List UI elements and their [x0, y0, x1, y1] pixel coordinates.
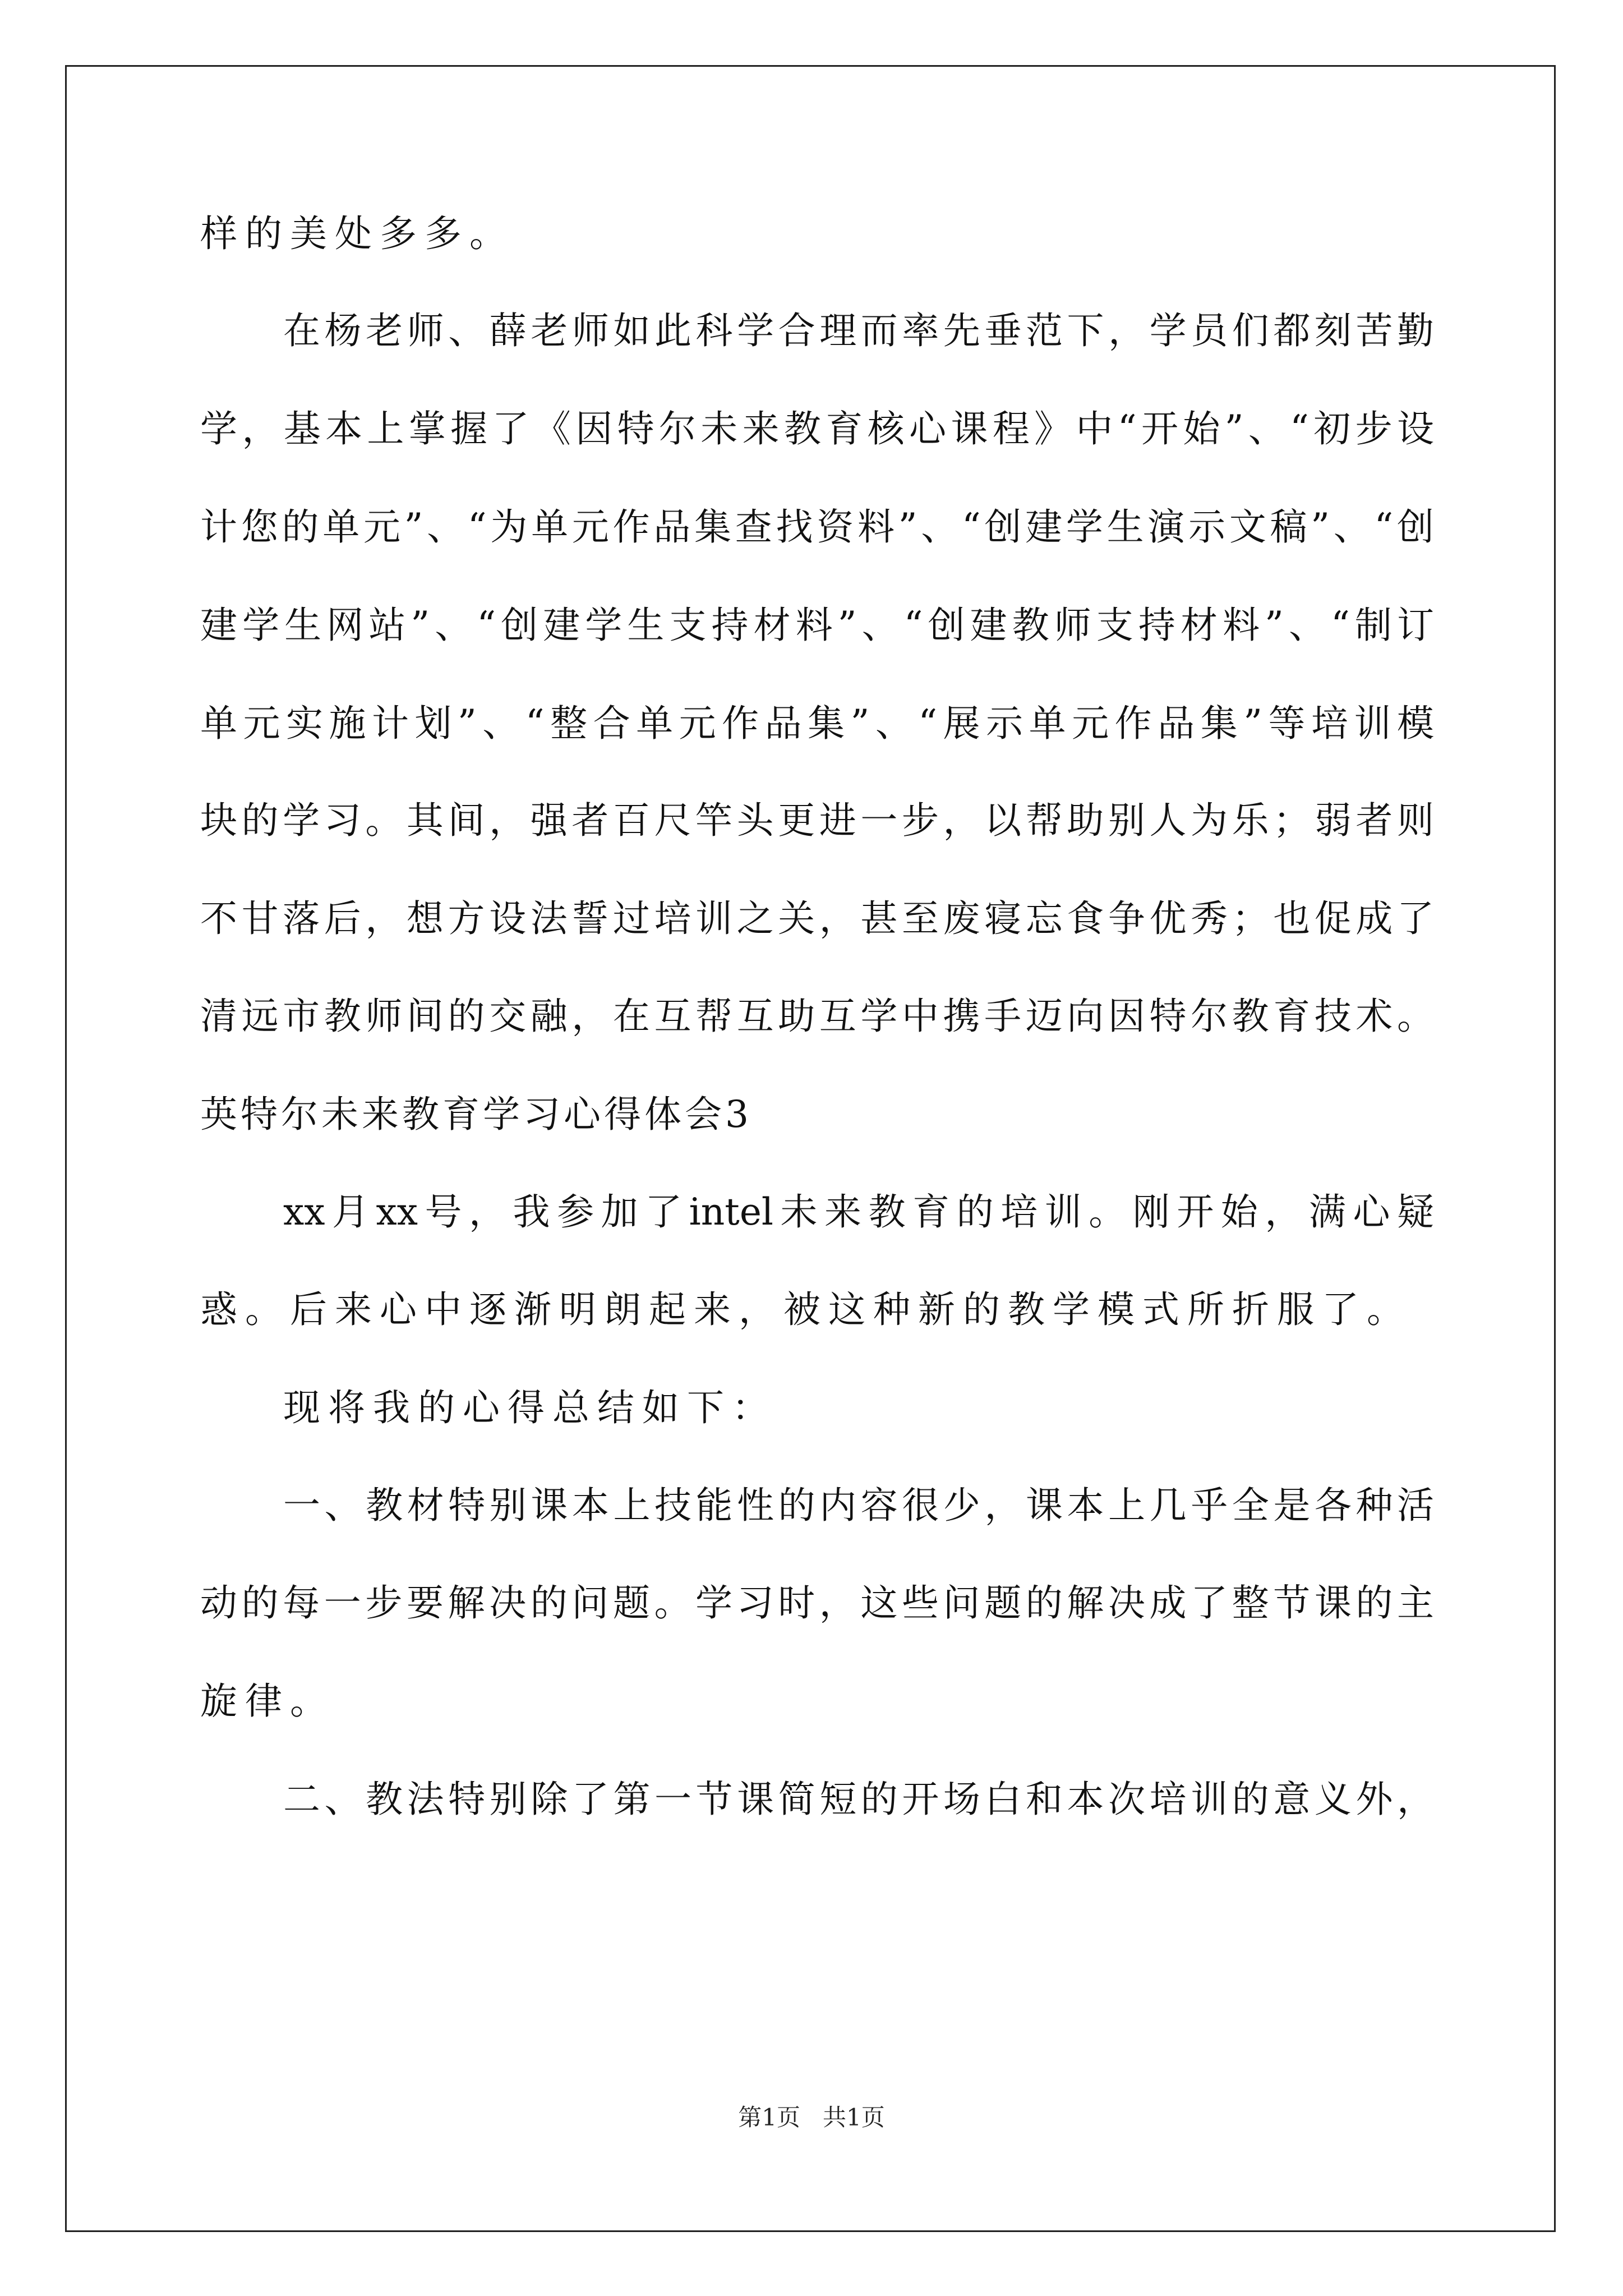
body-line-15: 动的每一步要解决的问题。学习时，这些问题的解决成了整节课的主: [200, 1581, 1434, 1625]
body-line-2: 在杨老师、薛老师如此科学合理而率先垂范下，学员们都刻苦勤: [283, 309, 1434, 352]
page-border: [65, 65, 1556, 2232]
body-line-16: 旋律。: [200, 1680, 335, 1723]
body-line-6: 单元实施计划”、“整合单元作品集”、“展示单元作品集”等培训模: [200, 702, 1434, 745]
body-line-4: 计您的单元”、“为单元作品集查找资料”、“创建学生演示文稿”、“创: [200, 505, 1434, 549]
body-line-11: xx月xx号，我参加了intel未来教育的培训。刚开始，满心疑: [283, 1190, 1434, 1234]
body-line-3: 学，基本上掌握了《因特尔未来教育核心课程》中“开始”、“初步设: [200, 407, 1434, 450]
body-line-1: 样的美处多多。: [200, 212, 514, 255]
section-heading: 英特尔未来教育学习心得体会3: [200, 1093, 752, 1136]
body-line-9: 清远市教师间的交融，在互帮互助互学中携手迈向因特尔教育技术。: [200, 995, 1434, 1038]
body-line-17: 二、教法特别除了第一节课简短的开场白和本次培训的意义外，: [283, 1778, 1434, 1821]
body-line-8: 不甘落后，想方设法誓过培训之关，甚至废寝忘食争优秀；也促成了: [200, 897, 1434, 940]
body-line-13: 现将我的心得总结如下：: [283, 1386, 777, 1429]
body-line-12: 惑。后来心中逐渐明朗起来，被这种新的教学模式所折服了。: [200, 1288, 1412, 1331]
page-number-footer: 第1页 共1页: [738, 2104, 885, 2131]
body-line-5: 建学生网站”、“创建学生支持材料”、“创建教师支持材料”、“制订: [200, 604, 1434, 647]
body-line-14: 一、教材特别课本上技能性的内容很少，课本上几乎全是各种活: [283, 1484, 1434, 1527]
body-line-7: 块的学习。其间，强者百尺竿头更进一步，以帮助别人为乐；弱者则: [200, 799, 1434, 842]
